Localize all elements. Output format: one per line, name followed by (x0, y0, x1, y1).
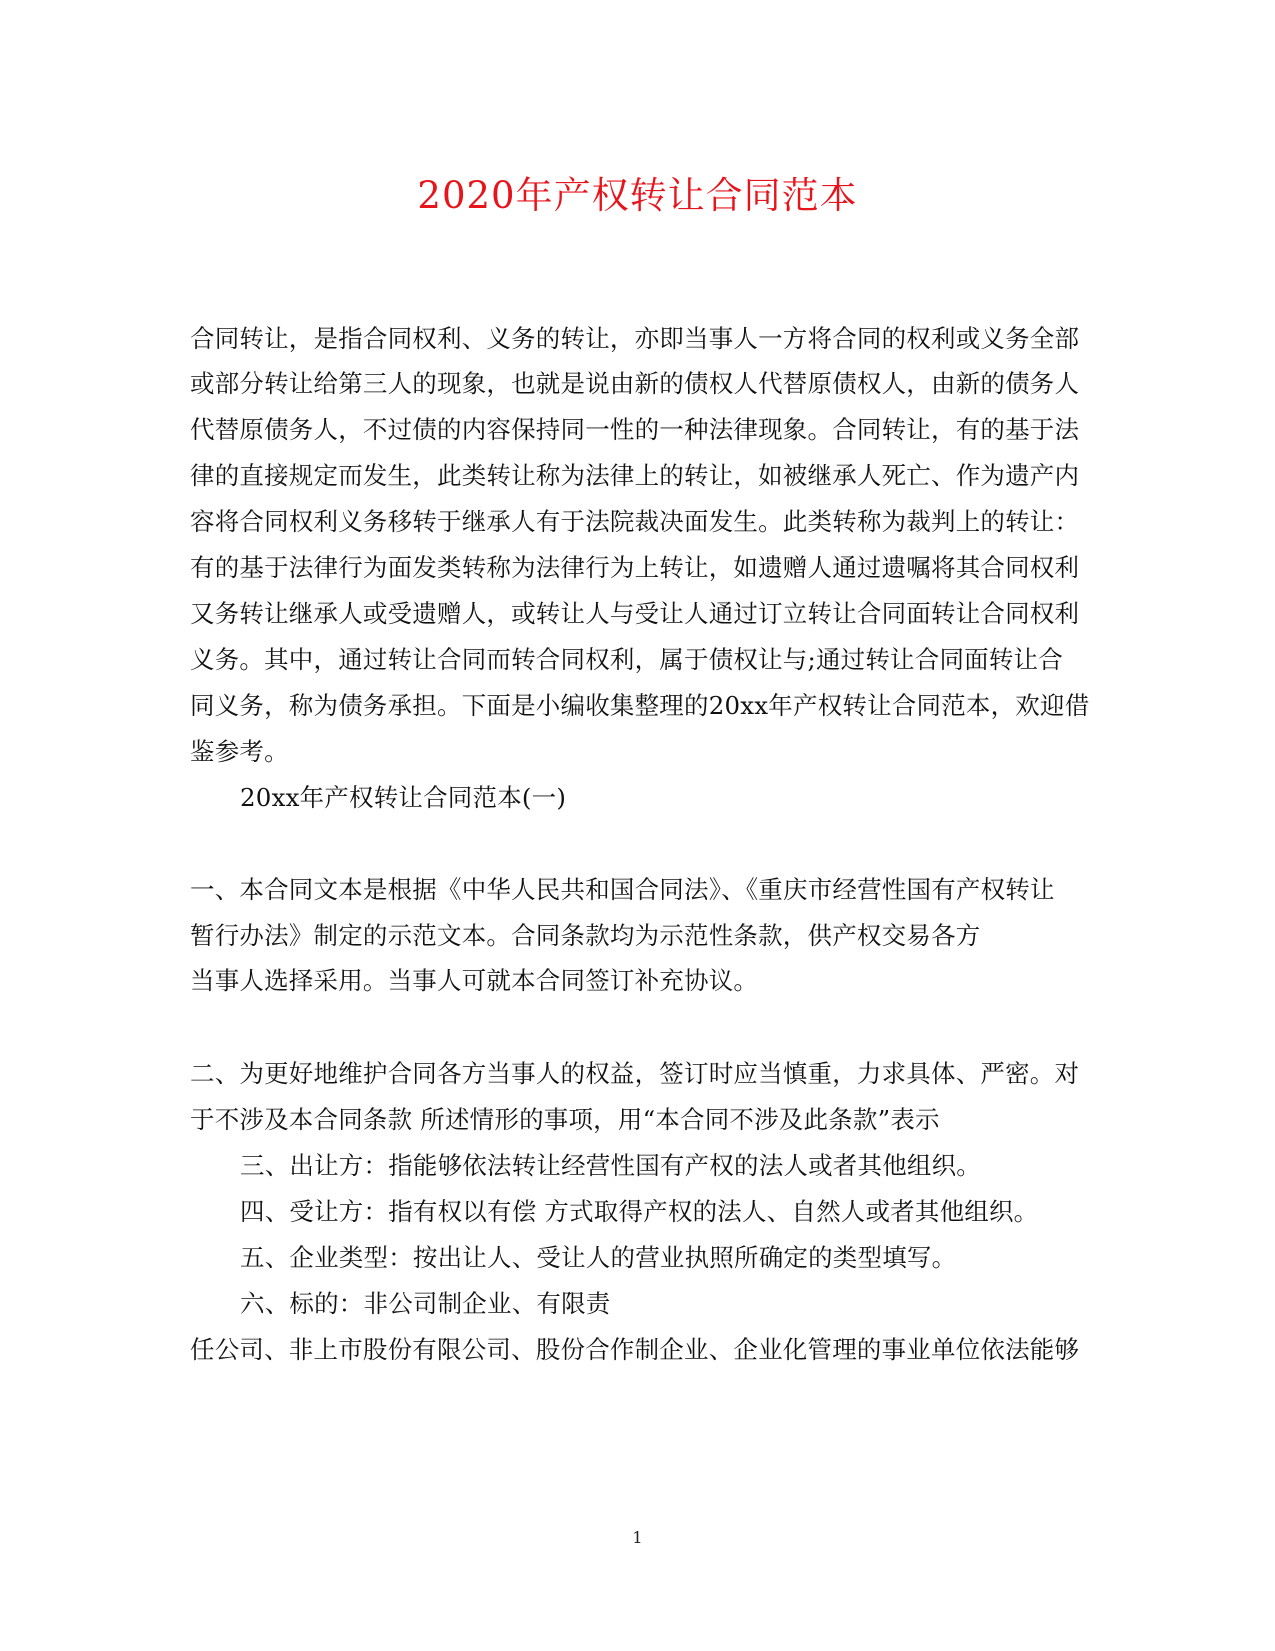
clause-1-line: 一、本合同文本是根据《中华人民共和国合同法》、《重庆市经营性国有产权转让 (190, 875, 1055, 904)
intro-line: 又务转让继承人或受遗赠人，或转让人与受让人通过订立转让合同面转让合同权利 (190, 599, 1080, 628)
intro-line: 或部分转让给第三人的现象，也就是说由新的债权人代替原债权人，由新的债务人 (190, 369, 1080, 398)
intro-line: 有的基于法律行为面发类转称为法律行为上转让，如遗赠人通过遗嘱将其合同权利 (190, 553, 1080, 582)
clause-1-line: 当事人选择采用。当事人可就本合同签订补充协议。 (190, 966, 759, 995)
clause-3: 三、出让方：指能够依法转让经营性国有产权的法人或者其他组织。 (240, 1151, 981, 1180)
document-title: 2020年产权转让合同范本 (417, 174, 858, 217)
clause-2-line: 二、为更好地维护合同各方当事人的权益，签订时应当慎重，力求具体、严密。对 (190, 1059, 1080, 1088)
intro-line: 义务。其中，通过转让合同而转合同权利，属于债权让与;通过转让合同面转让合 (190, 645, 1063, 674)
clause-6-second-line: 任公司、非上市股份有限公司、股份合作制企业、企业化管理的事业单位依法能够 (190, 1335, 1080, 1364)
clause-1-line: 暂行办法》制定的示范文本。合同条款均为示范性条款，供产权交易各方 (190, 921, 981, 950)
intro-line: 鉴参考。 (190, 737, 289, 766)
intro-line: 代替原债务人，不过债的内容保持同一性的一种法律现象。合同转让，有的基于法 (190, 415, 1080, 444)
intro-line: 合同转让，是指合同权利、义务的转让，亦即当事人一方将合同的权利或义务全部 (190, 324, 1080, 353)
intro-line: 容将合同权利义务移转于继承人有于法院裁决面发生。此类转称为裁判上的转让： (190, 507, 1080, 536)
clause-4: 四、受让方：指有权以有偿 方式取得产权的法人、自然人或者其他组织。 (240, 1197, 1039, 1226)
intro-line: 同义务，称为债务承担。下面是小编收集整理的20xx年产权转让合同范本，欢迎借 (190, 691, 1090, 720)
intro-line: 律的直接规定而发生，此类转让称为法律上的转让，如被继承人死亡、作为遗产内 (190, 461, 1080, 490)
clause-5: 五、企业类型：按出让人、受让人的营业执照所确定的类型填写。 (240, 1243, 957, 1272)
page-number: 1 (632, 1528, 643, 1547)
section-heading: 20xx年产权转让合同范本(一) (240, 783, 567, 812)
clause-2-line: 于不涉及本合同条款 所述情形的事项，用“本合同不涉及此条款”表示 (190, 1105, 940, 1134)
clause-6-first-line: 六、标的：非公司制企业、有限责 (240, 1289, 611, 1318)
